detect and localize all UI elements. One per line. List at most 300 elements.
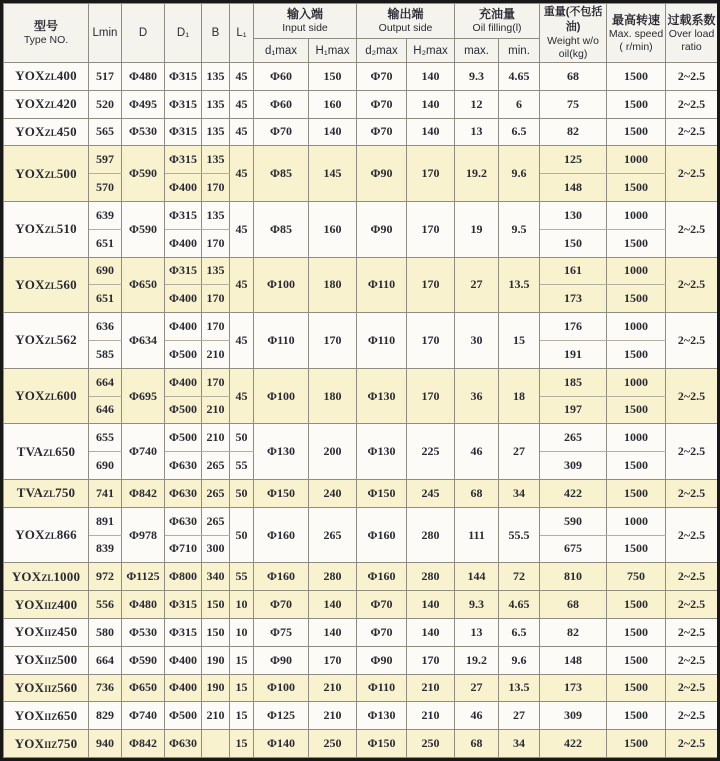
cell-h1max: 180: [309, 257, 357, 313]
header-overload-ratio: [666, 4, 718, 63]
cell-ratio: 2~2.5: [666, 674, 718, 702]
cell-omax: 111: [455, 507, 499, 563]
cell-omin: 6: [499, 90, 540, 118]
header-lmin: Lmin: [89, 4, 122, 63]
cell-h1max: 140: [309, 118, 357, 146]
cell-sp: 1500: [607, 229, 666, 257]
cell-h2max: 250: [407, 730, 455, 758]
header-h2max: H₂max: [407, 39, 455, 63]
cell-b: 150: [202, 591, 230, 619]
cell-lmin: 636: [89, 313, 122, 341]
cell-d1max: Φ110: [254, 313, 309, 369]
cell-sp: 1000: [607, 257, 666, 285]
cell-sp: 1500: [607, 452, 666, 480]
header-weight-cn: 重量(不包括油): [543, 6, 603, 33]
cell-h2max: 170: [407, 368, 455, 424]
cell-h2max: 210: [407, 674, 455, 702]
cell-b: 265: [202, 479, 230, 507]
cell-omin: 4.65: [499, 591, 540, 619]
cell-omin: 27: [499, 702, 540, 730]
header-type-cn: 型号: [33, 19, 58, 33]
cell-lmin: 517: [89, 63, 122, 91]
cell-d2max: Φ70: [357, 118, 407, 146]
cell-d: Φ590: [122, 201, 165, 257]
cell-omin: 13.5: [499, 674, 540, 702]
cell-omax: 68: [455, 730, 499, 758]
cell-d1: Φ630: [165, 479, 202, 507]
cell-ratio: 2~2.5: [666, 201, 718, 257]
cell-lmin: 664: [89, 368, 122, 396]
cell-sp: 1000: [607, 201, 666, 229]
cell-sp: 750: [607, 563, 666, 591]
cell-lmin: 972: [89, 563, 122, 591]
table-row: [4, 118, 718, 146]
cell-lmin: 690: [89, 257, 122, 285]
cell-l1: 45: [230, 368, 254, 424]
cell-lmin: 580: [89, 618, 122, 646]
cell-sp: 1500: [607, 285, 666, 313]
cell-d: Φ740: [122, 702, 165, 730]
cell-d2max: Φ70: [357, 90, 407, 118]
cell-omax: 12: [455, 90, 499, 118]
cell-b: 135: [202, 146, 230, 174]
cell-omin: 6.5: [499, 618, 540, 646]
coupling-spec-table: [3, 3, 718, 758]
header-oil-min: min.: [499, 39, 540, 63]
cell-l1: 50: [230, 424, 254, 452]
cell-d: Φ740: [122, 424, 165, 480]
cell-d1max: Φ125: [254, 702, 309, 730]
cell-omax: 46: [455, 702, 499, 730]
cell-sp: 1500: [607, 618, 666, 646]
cell-sp: 1500: [607, 591, 666, 619]
cell-l1: 10: [230, 618, 254, 646]
cell-wt: 161: [540, 257, 607, 285]
cell-model-name: YOXIIZ450: [4, 618, 89, 646]
cell-lmin: 690: [89, 452, 122, 480]
cell-l1: 10: [230, 591, 254, 619]
cell-sp: 1000: [607, 146, 666, 174]
cell-model-name: YOXIIZ500: [4, 646, 89, 674]
cell-h2max: 280: [407, 507, 455, 563]
cell-wt: 197: [540, 396, 607, 424]
cell-d1max: Φ70: [254, 118, 309, 146]
header-d: D: [122, 4, 165, 63]
cell-omax: 19: [455, 201, 499, 257]
header-weight-en2: oil(kg): [558, 48, 588, 60]
cell-sp: 1500: [607, 174, 666, 202]
cell-d1: Φ500: [165, 702, 202, 730]
cell-lmin: 597: [89, 146, 122, 174]
cell-omin: 34: [499, 479, 540, 507]
cell-omin: 13.5: [499, 257, 540, 313]
cell-lmin: 651: [89, 229, 122, 257]
cell-l1: 45: [230, 118, 254, 146]
cell-d: Φ1125: [122, 563, 165, 591]
header-oil-max: max.: [455, 39, 499, 63]
cell-h2max: 210: [407, 702, 455, 730]
cell-d1: Φ400: [165, 285, 202, 313]
cell-d1: Φ315: [165, 201, 202, 229]
cell-ratio: 2~2.5: [666, 63, 718, 91]
cell-d1max: Φ140: [254, 730, 309, 758]
cell-l1: 45: [230, 201, 254, 257]
cell-wt: 422: [540, 730, 607, 758]
cell-d2max: Φ110: [357, 674, 407, 702]
cell-lmin: 940: [89, 730, 122, 758]
cell-d1max: Φ160: [254, 563, 309, 591]
header-output-cn: 输出端: [387, 7, 424, 21]
table-row: [4, 591, 718, 619]
cell-wt: 82: [540, 618, 607, 646]
cell-model-name: YOXZL400: [4, 63, 89, 91]
cell-wt: 590: [540, 507, 607, 535]
table-row: [4, 201, 718, 229]
cell-d: Φ480: [122, 591, 165, 619]
cell-lmin: 646: [89, 396, 122, 424]
cell-wt: 675: [540, 535, 607, 563]
cell-model-name: YOXZL500: [4, 146, 89, 202]
cell-d: Φ650: [122, 257, 165, 313]
cell-d1: Φ315: [165, 118, 202, 146]
header-l1: L₁: [230, 4, 254, 63]
cell-lmin: 655: [89, 424, 122, 452]
header-output-side: [357, 4, 455, 39]
cell-omin: 15: [499, 313, 540, 369]
table-row: [4, 313, 718, 341]
cell-h1max: 210: [309, 702, 357, 730]
table-row: [4, 646, 718, 674]
cell-h1max: 150: [309, 63, 357, 91]
cell-ratio: 2~2.5: [666, 618, 718, 646]
cell-ratio: 2~2.5: [666, 313, 718, 369]
cell-d1max: Φ100: [254, 368, 309, 424]
cell-h2max: 170: [407, 146, 455, 202]
cell-d1: Φ500: [165, 396, 202, 424]
cell-b: 210: [202, 702, 230, 730]
table-row: [4, 90, 718, 118]
cell-wt: 148: [540, 646, 607, 674]
cell-h2max: 170: [407, 201, 455, 257]
cell-d2max: Φ70: [357, 591, 407, 619]
cell-d1: Φ400: [165, 229, 202, 257]
cell-l1: 15: [230, 646, 254, 674]
cell-sp: 1500: [607, 118, 666, 146]
cell-h1max: 240: [309, 479, 357, 507]
cell-sp: 1500: [607, 702, 666, 730]
cell-ratio: 2~2.5: [666, 646, 718, 674]
cell-omax: 9.3: [455, 591, 499, 619]
cell-l1: 55: [230, 563, 254, 591]
cell-b: 135: [202, 63, 230, 91]
cell-l1: 50: [230, 479, 254, 507]
cell-h1max: 160: [309, 90, 357, 118]
cell-d1max: Φ150: [254, 479, 309, 507]
cell-b: 170: [202, 368, 230, 396]
cell-b: 170: [202, 313, 230, 341]
cell-sp: 1500: [607, 396, 666, 424]
table-row: [4, 479, 718, 507]
cell-h1max: 250: [309, 730, 357, 758]
cell-omin: 55.5: [499, 507, 540, 563]
header-weight: [540, 4, 607, 63]
cell-h2max: 245: [407, 479, 455, 507]
cell-omin: 34: [499, 730, 540, 758]
cell-wt: 75: [540, 90, 607, 118]
cell-wt: 68: [540, 591, 607, 619]
cell-model-name: YOXZL450: [4, 118, 89, 146]
cell-d1max: Φ130: [254, 424, 309, 480]
cell-wt: 185: [540, 368, 607, 396]
cell-ratio: 2~2.5: [666, 730, 718, 758]
cell-model-name: YOXZL866: [4, 507, 89, 563]
cell-d: Φ590: [122, 646, 165, 674]
table-row: [4, 368, 718, 396]
cell-sp: 1500: [607, 63, 666, 91]
cell-lmin: 651: [89, 285, 122, 313]
cell-b: 150: [202, 618, 230, 646]
cell-d1: Φ500: [165, 340, 202, 368]
cell-l1: 15: [230, 702, 254, 730]
cell-b: 265: [202, 452, 230, 480]
cell-b: 135: [202, 201, 230, 229]
cell-b: [202, 730, 230, 758]
cell-omin: 9.6: [499, 646, 540, 674]
cell-d1max: Φ70: [254, 591, 309, 619]
cell-sp: 1000: [607, 313, 666, 341]
cell-h1max: 140: [309, 591, 357, 619]
cell-ratio: 2~2.5: [666, 424, 718, 480]
cell-wt: 191: [540, 340, 607, 368]
cell-lmin: 664: [89, 646, 122, 674]
cell-omax: 13: [455, 118, 499, 146]
cell-d1max: Φ100: [254, 674, 309, 702]
cell-model-name: YOXIIZ750: [4, 730, 89, 758]
cell-ratio: 2~2.5: [666, 90, 718, 118]
header-ratio-en2: ratio: [681, 40, 702, 53]
cell-omax: 46: [455, 424, 499, 480]
cell-h2max: 225: [407, 424, 455, 480]
header-oil-en: Oil filling(l): [472, 22, 522, 34]
header-speed-en1: Max. speed: [608, 27, 664, 40]
cell-d2max: Φ70: [357, 618, 407, 646]
cell-omin: 9.5: [499, 201, 540, 257]
cell-h1max: 280: [309, 563, 357, 591]
cell-d: Φ978: [122, 507, 165, 563]
cell-h1max: 265: [309, 507, 357, 563]
cell-b: 135: [202, 118, 230, 146]
cell-omin: 9.6: [499, 146, 540, 202]
table-row: [4, 702, 718, 730]
cell-l1: 45: [230, 90, 254, 118]
cell-h1max: 200: [309, 424, 357, 480]
cell-ratio: 2~2.5: [666, 507, 718, 563]
cell-omax: 27: [455, 674, 499, 702]
cell-d: Φ530: [122, 618, 165, 646]
table-header: [4, 4, 718, 63]
cell-wt: 810: [540, 563, 607, 591]
cell-omin: 27: [499, 424, 540, 480]
cell-d1max: Φ85: [254, 146, 309, 202]
cell-d1: Φ630: [165, 730, 202, 758]
cell-d: Φ530: [122, 118, 165, 146]
cell-wt: 309: [540, 452, 607, 480]
table-row: [4, 424, 718, 452]
cell-ratio: 2~2.5: [666, 702, 718, 730]
cell-l1: 45: [230, 63, 254, 91]
header-input-en: Input side: [282, 22, 328, 34]
cell-wt: 173: [540, 674, 607, 702]
header-max-speed: [607, 4, 666, 63]
cell-wt: 130: [540, 201, 607, 229]
header-oil-cn: 充油量: [479, 7, 516, 21]
table-row: [4, 63, 718, 91]
header-d1: D₁: [165, 4, 202, 63]
cell-d1max: Φ60: [254, 90, 309, 118]
cell-d1max: Φ75: [254, 618, 309, 646]
cell-l1: 55: [230, 452, 254, 480]
cell-b: 210: [202, 340, 230, 368]
cell-omin: 18: [499, 368, 540, 424]
header-speed-en2: ( r/min): [619, 40, 653, 53]
cell-model-name: YOXIIZ560: [4, 674, 89, 702]
cell-d1: Φ315: [165, 146, 202, 174]
header-ratio-en1: Over load: [668, 27, 715, 40]
cell-d1: Φ315: [165, 63, 202, 91]
cell-d1: Φ315: [165, 618, 202, 646]
cell-h2max: 140: [407, 118, 455, 146]
cell-d2max: Φ150: [357, 730, 407, 758]
cell-ratio: 2~2.5: [666, 257, 718, 313]
cell-d1: Φ400: [165, 174, 202, 202]
table-row: [4, 507, 718, 535]
cell-model-name: TVAZL650: [4, 424, 89, 480]
cell-omin: 6.5: [499, 118, 540, 146]
cell-d1: Φ400: [165, 646, 202, 674]
cell-d2max: Φ90: [357, 646, 407, 674]
cell-l1: 15: [230, 730, 254, 758]
cell-h1max: 140: [309, 618, 357, 646]
cell-model-name: YOXZL562: [4, 313, 89, 369]
cell-l1: 45: [230, 146, 254, 202]
cell-model-name: TVAZL750: [4, 479, 89, 507]
cell-h2max: 170: [407, 313, 455, 369]
cell-d2max: Φ130: [357, 368, 407, 424]
cell-model-name: YOXIIZ650: [4, 702, 89, 730]
cell-omin: 4.65: [499, 63, 540, 91]
cell-d1: Φ400: [165, 313, 202, 341]
header-type: [4, 4, 89, 63]
cell-b: 190: [202, 674, 230, 702]
cell-sp: 1500: [607, 730, 666, 758]
table-row: [4, 257, 718, 285]
cell-omax: 19.2: [455, 146, 499, 202]
cell-sp: 1000: [607, 507, 666, 535]
cell-model-name: YOXZL600: [4, 368, 89, 424]
cell-wt: 176: [540, 313, 607, 341]
header-d1max: d₁max: [254, 39, 309, 63]
cell-sp: 1000: [607, 368, 666, 396]
cell-wt: 150: [540, 229, 607, 257]
cell-omax: 9.3: [455, 63, 499, 91]
cell-lmin: 570: [89, 174, 122, 202]
cell-d1: Φ500: [165, 424, 202, 452]
cell-h2max: 170: [407, 257, 455, 313]
cell-model-name: YOXZL420: [4, 90, 89, 118]
cell-model-name: YOXZL560: [4, 257, 89, 313]
cell-d1max: Φ60: [254, 63, 309, 91]
cell-omin: 72: [499, 563, 540, 591]
cell-b: 135: [202, 90, 230, 118]
cell-b: 265: [202, 507, 230, 535]
cell-wt: 82: [540, 118, 607, 146]
cell-d: Φ650: [122, 674, 165, 702]
cell-l1: 15: [230, 674, 254, 702]
cell-omax: 68: [455, 479, 499, 507]
cell-h2max: 280: [407, 563, 455, 591]
cell-h2max: 170: [407, 646, 455, 674]
header-type-en: Type NO.: [23, 34, 69, 46]
cell-lmin: 839: [89, 535, 122, 563]
cell-d2max: Φ70: [357, 63, 407, 91]
cell-sp: 1000: [607, 424, 666, 452]
cell-ratio: 2~2.5: [666, 368, 718, 424]
cell-d1: Φ800: [165, 563, 202, 591]
cell-d1: Φ315: [165, 90, 202, 118]
header-ratio-cn: 过载系数: [667, 12, 716, 27]
table-row: [4, 146, 718, 174]
cell-lmin: 891: [89, 507, 122, 535]
cell-d: Φ590: [122, 146, 165, 202]
header-oil-filling: [455, 4, 540, 39]
cell-wt: 265: [540, 424, 607, 452]
cell-l1: 50: [230, 507, 254, 563]
cell-ratio: 2~2.5: [666, 118, 718, 146]
cell-model-name: YOXIIZ400: [4, 591, 89, 619]
cell-d: Φ495: [122, 90, 165, 118]
cell-wt: 125: [540, 146, 607, 174]
header-row-top: [4, 4, 718, 39]
cell-d1: Φ400: [165, 674, 202, 702]
cell-d2max: Φ90: [357, 201, 407, 257]
header-weight-en1: Weight w/o: [547, 35, 599, 47]
cell-ratio: 2~2.5: [666, 146, 718, 202]
cell-lmin: 585: [89, 340, 122, 368]
cell-lmin: 639: [89, 201, 122, 229]
cell-h2max: 140: [407, 63, 455, 91]
header-d2max: d₂max: [357, 39, 407, 63]
cell-model-name: YOXZL510: [4, 201, 89, 257]
cell-sp: 1500: [607, 535, 666, 563]
cell-ratio: 2~2.5: [666, 591, 718, 619]
cell-omax: 19.2: [455, 646, 499, 674]
cell-lmin: 556: [89, 591, 122, 619]
cell-lmin: 565: [89, 118, 122, 146]
cell-h1max: 210: [309, 674, 357, 702]
cell-d1max: Φ85: [254, 201, 309, 257]
cell-b: 210: [202, 424, 230, 452]
cell-h1max: 160: [309, 201, 357, 257]
cell-d1: Φ315: [165, 591, 202, 619]
cell-h1max: 170: [309, 313, 357, 369]
cell-sp: 1500: [607, 674, 666, 702]
cell-omax: 27: [455, 257, 499, 313]
cell-d: Φ634: [122, 313, 165, 369]
cell-wt: 309: [540, 702, 607, 730]
cell-wt: 68: [540, 63, 607, 91]
header-input-cn: 输入端: [287, 7, 324, 21]
cell-b: 135: [202, 257, 230, 285]
